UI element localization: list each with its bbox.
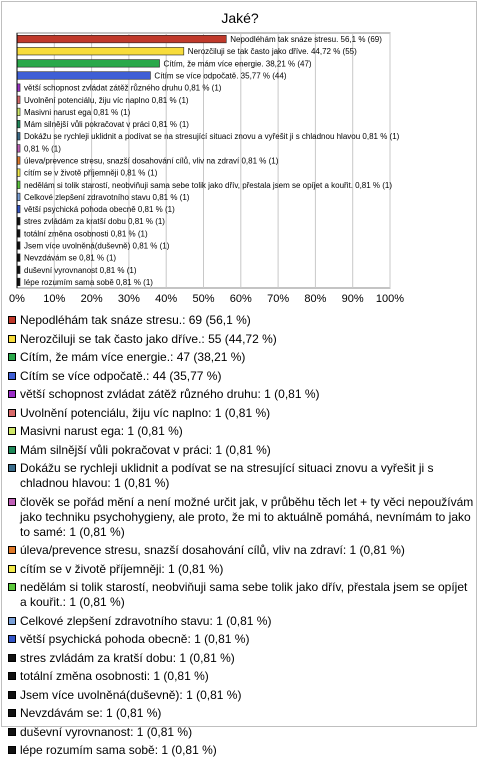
x-tick-label: 60% bbox=[229, 293, 252, 305]
legend-swatch bbox=[8, 654, 16, 662]
legend-swatch bbox=[8, 746, 16, 754]
bar-data-label: Uvolnění potenciálu, žiju víc naplno 0,81 % (1) bbox=[24, 95, 189, 105]
bar-data-label: úleva/prevence stresu, snazší dosahování cílů, vliv na zdraví 0,81 % (1) bbox=[24, 156, 279, 166]
legend-item bbox=[8, 632, 474, 647]
legend-label: člověk se pořád mění a není možné určit jak, v průběhu těch let + ty věci nepoužívám jako techniku psychohygieny, ale proto, že mi to aktuálně pomáhá, nevnímám to jako to samé: 1 (0,81 %) bbox=[20, 494, 474, 539]
legend-item bbox=[8, 461, 474, 491]
legend-swatch bbox=[8, 583, 16, 591]
legend-swatch bbox=[8, 409, 16, 417]
legend-item bbox=[8, 424, 474, 439]
bar bbox=[17, 72, 150, 80]
bar-data-label: 0,81 % (1) bbox=[24, 144, 61, 154]
legend-label: úleva/prevence stresu, snazší dosahování cílů, vliv na zdraví: 1 (0,81 %) bbox=[20, 543, 405, 557]
legend-item bbox=[8, 443, 474, 458]
bar-data-label: Cítím se více odpočatě. 35,77 % (44) bbox=[154, 71, 287, 81]
bar-data-label: Nepodléhám tak snáze stresu. 56,1 % (69) bbox=[230, 35, 382, 45]
legend-swatch bbox=[8, 709, 16, 717]
legend-swatch bbox=[8, 635, 16, 643]
legend-label: větší schopnost zvládat zátěž různého druhu: 1 (0,81 %) bbox=[20, 387, 320, 401]
legend-label: Uvolnění potenciálu, žiju víc naplno: 1 (0,81 %) bbox=[20, 405, 271, 420]
legend-swatch bbox=[8, 372, 16, 380]
legend-item bbox=[8, 369, 474, 384]
bar-data-label: Masivni narust ega 0,81 % (1) bbox=[24, 107, 131, 117]
bar-data-label: Cítím, že mám více energie. 38,21 % (47) bbox=[163, 59, 312, 69]
legend-label: totální změna osobnosti: 1 (0,81 %) bbox=[20, 669, 209, 683]
legend-label: Masivni narust ega: 1 (0,81 %) bbox=[20, 424, 183, 438]
x-tick-label: 90% bbox=[341, 293, 364, 305]
legend-item bbox=[8, 580, 474, 610]
legend-item bbox=[8, 688, 474, 703]
x-tick-label: 30% bbox=[117, 293, 140, 305]
bar bbox=[17, 35, 226, 43]
bar-data-label: větší psychická pohoda obecně 0,81 % (1) bbox=[24, 205, 175, 215]
x-tick-label: 20% bbox=[80, 293, 103, 305]
legend-swatch bbox=[8, 672, 16, 680]
legend-item bbox=[8, 387, 474, 402]
x-tick-label: 70% bbox=[267, 293, 290, 305]
bar-data-label: větší schopnost zvládat zátěž různého druhu 0,81 % (1) bbox=[24, 83, 222, 93]
x-tick-label: 40% bbox=[155, 293, 178, 305]
bar-data-label: Nevzdávám se 0,81 % (1) bbox=[24, 253, 117, 263]
bar-chart bbox=[0, 0, 480, 310]
bar bbox=[17, 47, 184, 55]
bar-data-label: stres zvládám za kratší dobu 0,81 % (1) bbox=[24, 217, 165, 227]
legend-item bbox=[8, 669, 474, 684]
legend-label: Cítím, že mám více energie.: 47 (38,21 %) bbox=[20, 350, 246, 364]
legend-item bbox=[8, 562, 474, 577]
legend-label: lépe rozumím sama sobě: 1 (0,81 %) bbox=[20, 743, 217, 757]
legend-label: stres zvládám za kratší dobu: 1 (0,81 %) bbox=[20, 650, 235, 665]
legend-swatch bbox=[8, 498, 16, 506]
legend-label: cítím se v životě příjemněji: 1 (0,81 %) bbox=[20, 561, 224, 576]
legend-item bbox=[8, 495, 474, 540]
bar-data-label: Mám silnější vůli pokračovat v práci 0,81 % (1) bbox=[24, 120, 189, 130]
bar-data-label: cítím se v životě příjemněji 0,81 % (1) bbox=[24, 168, 158, 178]
legend-label: nedělám si tolik starostí, neobviňuji sama sebe tolik jako dřív, přestala jsem se opíjet a kouřit.: 1 (0,81 %) bbox=[20, 580, 468, 609]
legend-label: Cítím se více odpočatě.: 44 (35,77 %) bbox=[20, 368, 222, 383]
bar-data-label: duševní vyrovnanost 0,81 % (1) bbox=[24, 265, 137, 275]
x-tick-label: 10% bbox=[43, 293, 66, 305]
legend-item bbox=[8, 313, 474, 328]
legend-label: Jsem více uvolněná(duševně): 1 (0,81 %) bbox=[20, 687, 242, 702]
legend-item bbox=[8, 651, 474, 666]
legend-swatch bbox=[8, 691, 16, 699]
legend-swatch bbox=[8, 316, 16, 324]
x-tick-label: 100% bbox=[375, 293, 405, 305]
legend-swatch bbox=[8, 464, 16, 472]
legend-label: Nevzdávám se: 1 (0,81 %) bbox=[20, 706, 162, 720]
chart-title: Jaké? bbox=[221, 10, 259, 26]
bar bbox=[17, 60, 160, 68]
legend-item bbox=[8, 350, 474, 365]
legend-swatch bbox=[8, 390, 16, 398]
legend-item bbox=[8, 725, 474, 740]
x-tick-label: 80% bbox=[304, 293, 327, 305]
legend-label: Celkové zlepšení zdravotního stavu: 1 (0,81 %) bbox=[20, 613, 272, 628]
bar-data-label: Dokážu se rychleji uklidnit a podívat se na stresující situaci znovu a vyřešit ji s chladnou hlavou 0,81 % (1) bbox=[24, 132, 400, 142]
bar-data-label: totální změna osobnosti 0,81 % (1) bbox=[24, 229, 148, 239]
legend-swatch bbox=[8, 446, 16, 454]
legend-label: větší psychická pohoda obecně: 1 (0,81 %) bbox=[20, 632, 250, 646]
legend-swatch bbox=[8, 353, 16, 361]
bar-data-label: Nerozčiluji se tak často jako dříve. 44,72 % (55) bbox=[187, 47, 357, 57]
legend-item bbox=[8, 332, 474, 347]
legend-item bbox=[8, 543, 474, 558]
legend-label: duševní vyrovnanost: 1 (0,81 %) bbox=[20, 724, 193, 739]
legend-swatch bbox=[8, 617, 16, 625]
legend-swatch bbox=[8, 546, 16, 554]
legend-item bbox=[8, 706, 474, 721]
bar-data-label: Jsem více uvolněná(duševně) 0,81 % (1) bbox=[24, 241, 170, 251]
legend-label: Dokážu se rychleji uklidnit a podívat se na stresující situaci znovu a vyřešit ji s chladnou hlavou: 1 (0,81 %) bbox=[20, 461, 434, 490]
legend-swatch bbox=[8, 335, 16, 343]
legend-item bbox=[8, 743, 474, 758]
chart-legend bbox=[8, 313, 474, 762]
legend-label: Mám silnější vůli pokračovat v práci: 1 (0,81 %) bbox=[20, 442, 271, 457]
bar-data-label: Celkové zlepšení zdravotního stavu 0,81 % (1) bbox=[24, 192, 190, 202]
legend-swatch bbox=[8, 427, 16, 435]
legend-swatch bbox=[8, 565, 16, 573]
x-tick-label: 0% bbox=[9, 293, 25, 305]
legend-item bbox=[8, 614, 474, 629]
legend-label: Nepodléhám tak snáze stresu.: 69 (56,1 %) bbox=[20, 313, 251, 327]
legend-item bbox=[8, 406, 474, 421]
legend-label: Nerozčiluji se tak často jako dříve.: 55 (44,72 %) bbox=[20, 331, 277, 346]
x-tick-label: 50% bbox=[192, 293, 215, 305]
bar-data-label: nedělám si tolik starostí, neobviňuji sama sebe tolik jako dřív, přestala jsem se opíjet a kouřit. 0,81 % (1) bbox=[24, 180, 393, 190]
bar-data-label: lépe rozumím sama sobě 0,81 % (1) bbox=[24, 277, 153, 287]
